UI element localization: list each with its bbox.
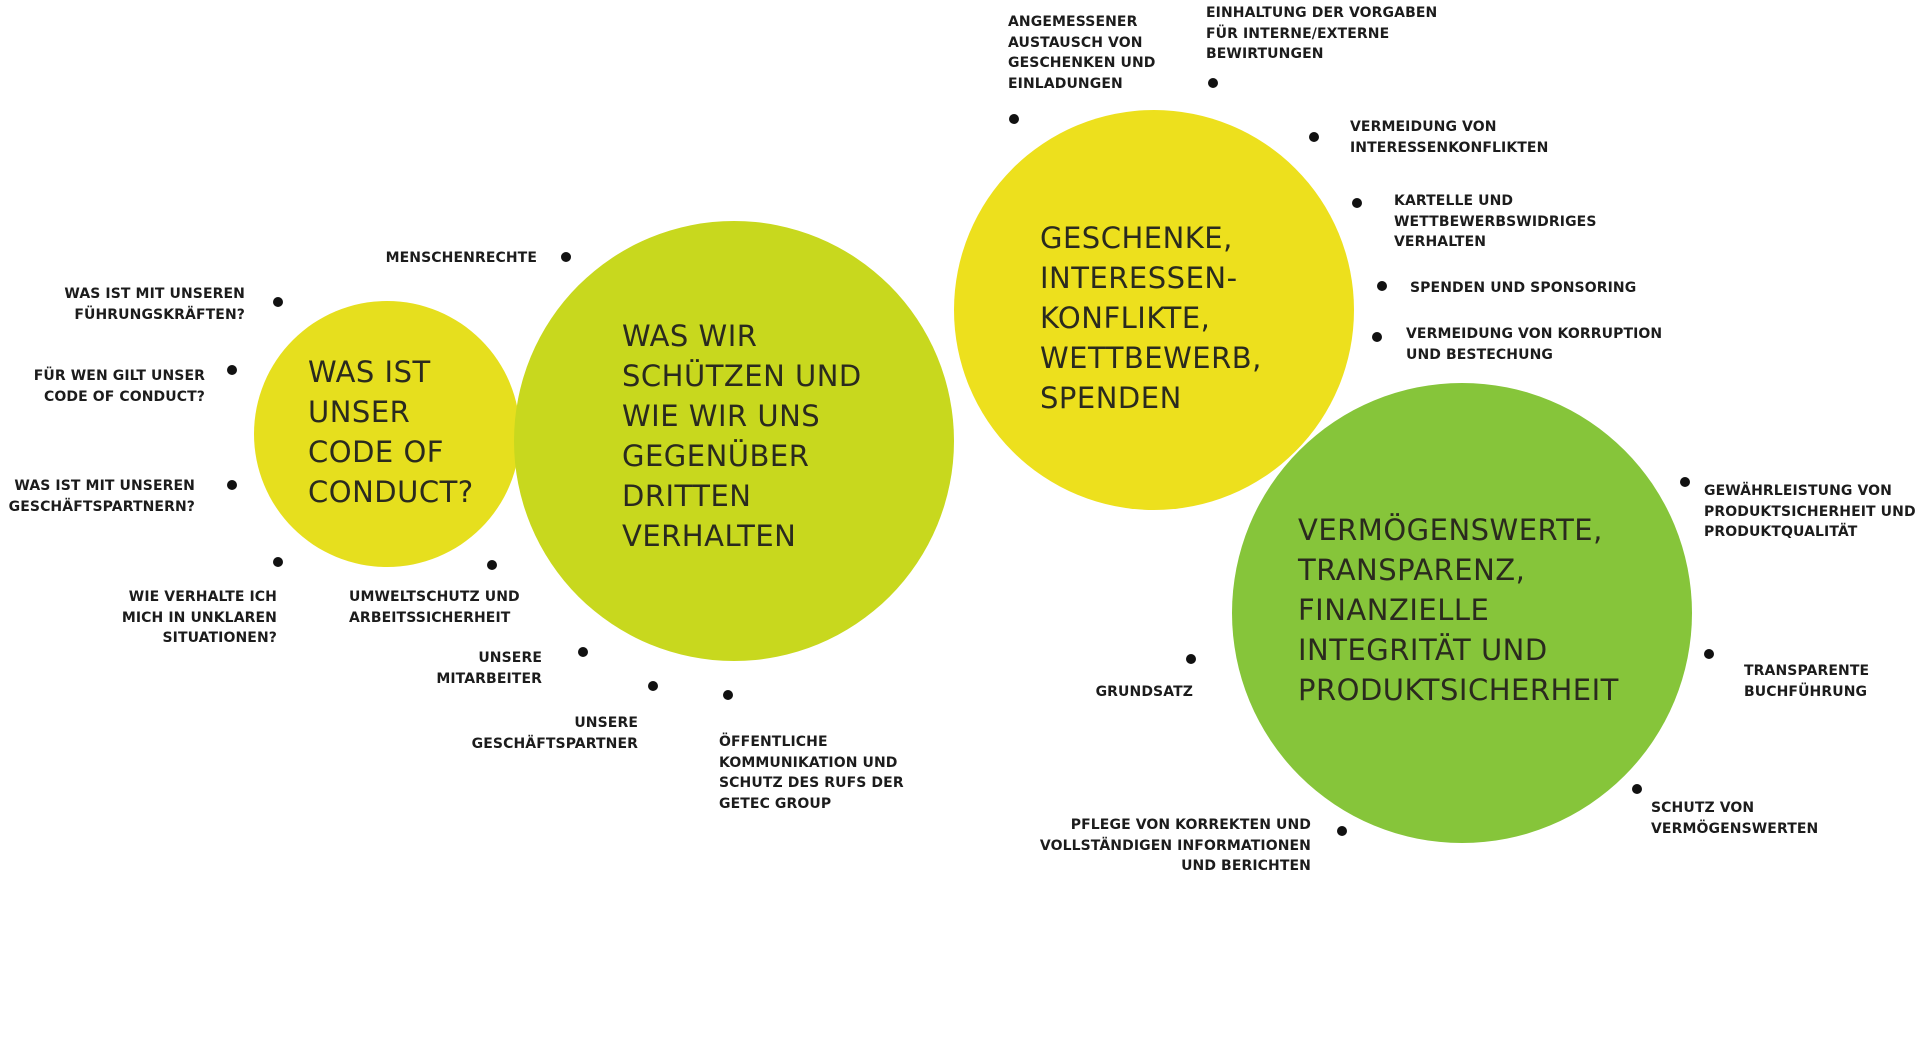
bullet-dot	[487, 560, 497, 570]
label-geschaeftspartner: UNSERE GESCHÄFTSPARTNER	[471, 715, 638, 752]
bullet-dot	[1680, 477, 1690, 487]
label-angemessener-austausch: ANGEMESSENER AUSTAUSCH VON GESCHENKEN UND EINLADUNGEN	[1008, 14, 1156, 92]
bullet-dot	[227, 365, 237, 375]
bullet-dot	[1208, 78, 1218, 88]
bullet-dot	[1352, 198, 1362, 208]
bullet-dot	[1337, 826, 1347, 836]
bullet-dot	[1632, 784, 1642, 794]
bullet-dot	[1372, 332, 1382, 342]
bullet-dot	[227, 480, 237, 490]
label-mitarbeiter: UNSERE MITARBEITER	[436, 650, 542, 687]
bullet-dot	[273, 297, 283, 307]
circle-title-schuetzen-verhalten: WAS WIR SCHÜTZEN UND WIE WIR UNS GEGENÜBER DRITTEN VERHALTEN	[622, 319, 862, 553]
circle-title-code-of-conduct: WAS IST UNSER CODE OF CONDUCT?	[308, 355, 474, 509]
bullet-dot	[1309, 132, 1319, 142]
label-fuer-wen-gilt: FÜR WEN GILT UNSER CODE OF CONDUCT?	[33, 368, 205, 405]
bullet-dot	[723, 690, 733, 700]
label-menschenrechte: MENSCHENRECHTE	[385, 250, 537, 266]
bullet-dot	[561, 252, 571, 262]
label-gewaehrleistung: GEWÄHRLEISTUNG VON PRODUKTSICHERHEIT UND PRODUKTQUALITÄT	[1704, 483, 1916, 540]
bullet-dot	[1704, 649, 1714, 659]
label-oeffentliche-kommunikation: ÖFFENTLICHE KOMMUNIKATION UND SCHUTZ DES RUFS DER GETEC GROUP	[719, 734, 904, 812]
label-buchfuehrung: TRANSPARENTE BUCHFÜHRUNG	[1744, 663, 1870, 700]
bullet-dot	[1186, 654, 1196, 664]
label-korruption: VERMEIDUNG VON KORRUPTION UND BESTECHUNG	[1406, 326, 1663, 363]
label-bewirtungen: EINHALTUNG DER VORGABEN FÜR INTERNE/EXTERNE BEWIRTUNGEN	[1206, 5, 1438, 62]
label-pflege-informationen: PFLEGE VON KORREKTEN UND VOLLSTÄNDIGEN INFORMATIONEN UND BERICHTEN	[1039, 817, 1311, 874]
bullet-dot	[648, 681, 658, 691]
label-schutz-vermoegenswerte: SCHUTZ VON VERMÖGENSWERTEN	[1651, 800, 1819, 837]
label-fuehrungskraefte: WAS IST MIT UNSEREN FÜHRUNGSKRÄFTEN?	[64, 286, 245, 323]
label-kartelle: KARTELLE UND WETTBEWERBSWIDRIGES VERHALTEN	[1394, 193, 1597, 250]
circle-title-vermoegenswerte-transparenz: VERMÖGENSWERTE, TRANSPARENZ, FINANZIELLE INTEGRITÄT UND PRODUKTSICHERHEIT	[1298, 513, 1619, 707]
bullet-dot	[578, 647, 588, 657]
bullet-dot	[1377, 281, 1387, 291]
label-umweltschutz: UMWELTSCHUTZ UND ARBEITSSICHERHEIT	[349, 589, 520, 626]
label-unklare-situationen: WIE VERHALTE ICH MICH IN UNKLAREN SITUATIONEN?	[121, 589, 277, 646]
label-geschaeftspartner-frage: WAS IST MIT UNSEREN GESCHÄFTSPARTNERN?	[8, 478, 195, 515]
circle-title-geschenke-wettbewerb: GESCHENKE, INTERESSEN- KONFLIKTE, WETTBEWERB, SPENDEN	[1040, 221, 1262, 415]
label-interessenkonflikte: VERMEIDUNG VON INTERESSENKONFLIKTEN	[1350, 119, 1549, 156]
bullet-dot	[273, 557, 283, 567]
bullet-dot	[1009, 114, 1019, 124]
label-spenden-sponsoring: SPENDEN UND SPONSORING	[1410, 280, 1637, 296]
label-grundsatz: GRUNDSATZ	[1095, 684, 1193, 700]
